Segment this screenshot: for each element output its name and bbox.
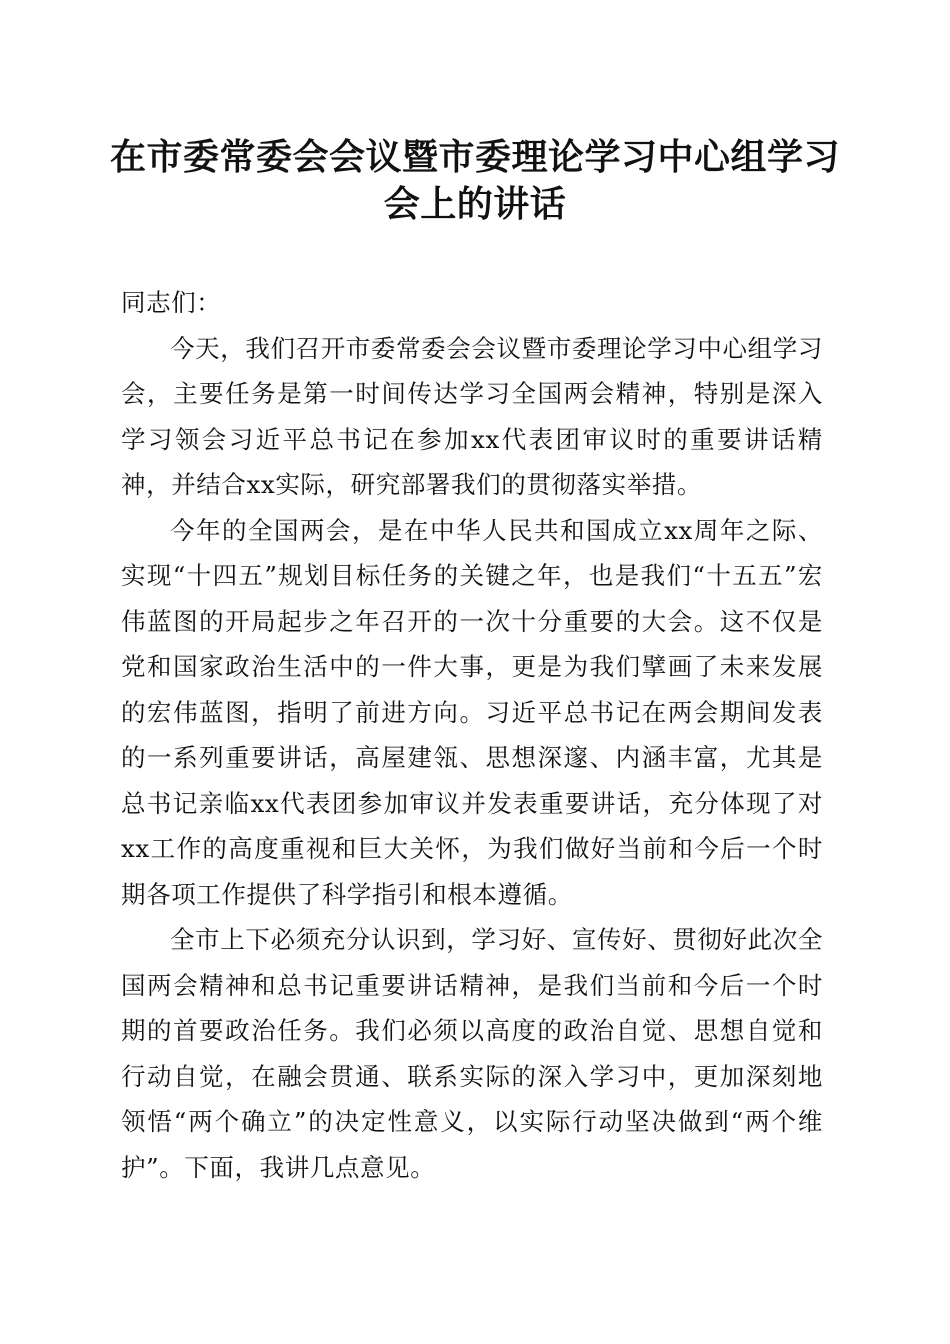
paragraph-1: 今天，我们召开市委常委会会议暨市委理论学习中心组学习会，主要任务是第一时间传达学习全国两会精神，特别是深入学习领会习近平总书记在参加xx代表团审议时的重要讲话精神，并结合xx实际，研究部署我们的贯彻落实举措。 [121,333,823,499]
paragraph-3: 全市上下必须充分认识到，学习好、宣传好、贯彻好此次全国两会精神和总书记重要讲话精神，是我们当前和今后一个时期的首要政治任务。我们必须以高度的政治自觉、思想自觉和行动自觉，在融会贯通、联系实际的深入学习中，更加深刻地领悟“两个确立”的决定性意义，以实际行动坚决做到“两个维护”。下面，我讲几点意见。 [121,925,823,1182]
document-body [121,280,823,1190]
salutation: 同志们： [121,288,222,317]
document-title: 在市委常委会会议暨市委理论学习中心组学习会上的讲话 [109,136,840,225]
paragraph-2: 今年的全国两会，是在中华人民共和国成立xx周年之际、实现“十四五”规划目标任务的关键之年，也是我们“十五五”宏伟蓝图的开局起步之年召开的一次十分重要的大会。这不仅是党和国家政治生活中的一件大事，更是为我们擘画了未来发展的宏伟蓝图，指明了前进方向。习近平总书记在两会期间发表的一系列重要讲话，高屋建瓴、思想深邃、内涵丰富，尤其是总书记亲临xx代表团参加审议并发表重要讲话，充分体现了对xx工作的高度重视和巨大关怀，为我们做好当前和今后一个时期各项工作提供了科学指引和根本遵循。 [121,515,823,909]
